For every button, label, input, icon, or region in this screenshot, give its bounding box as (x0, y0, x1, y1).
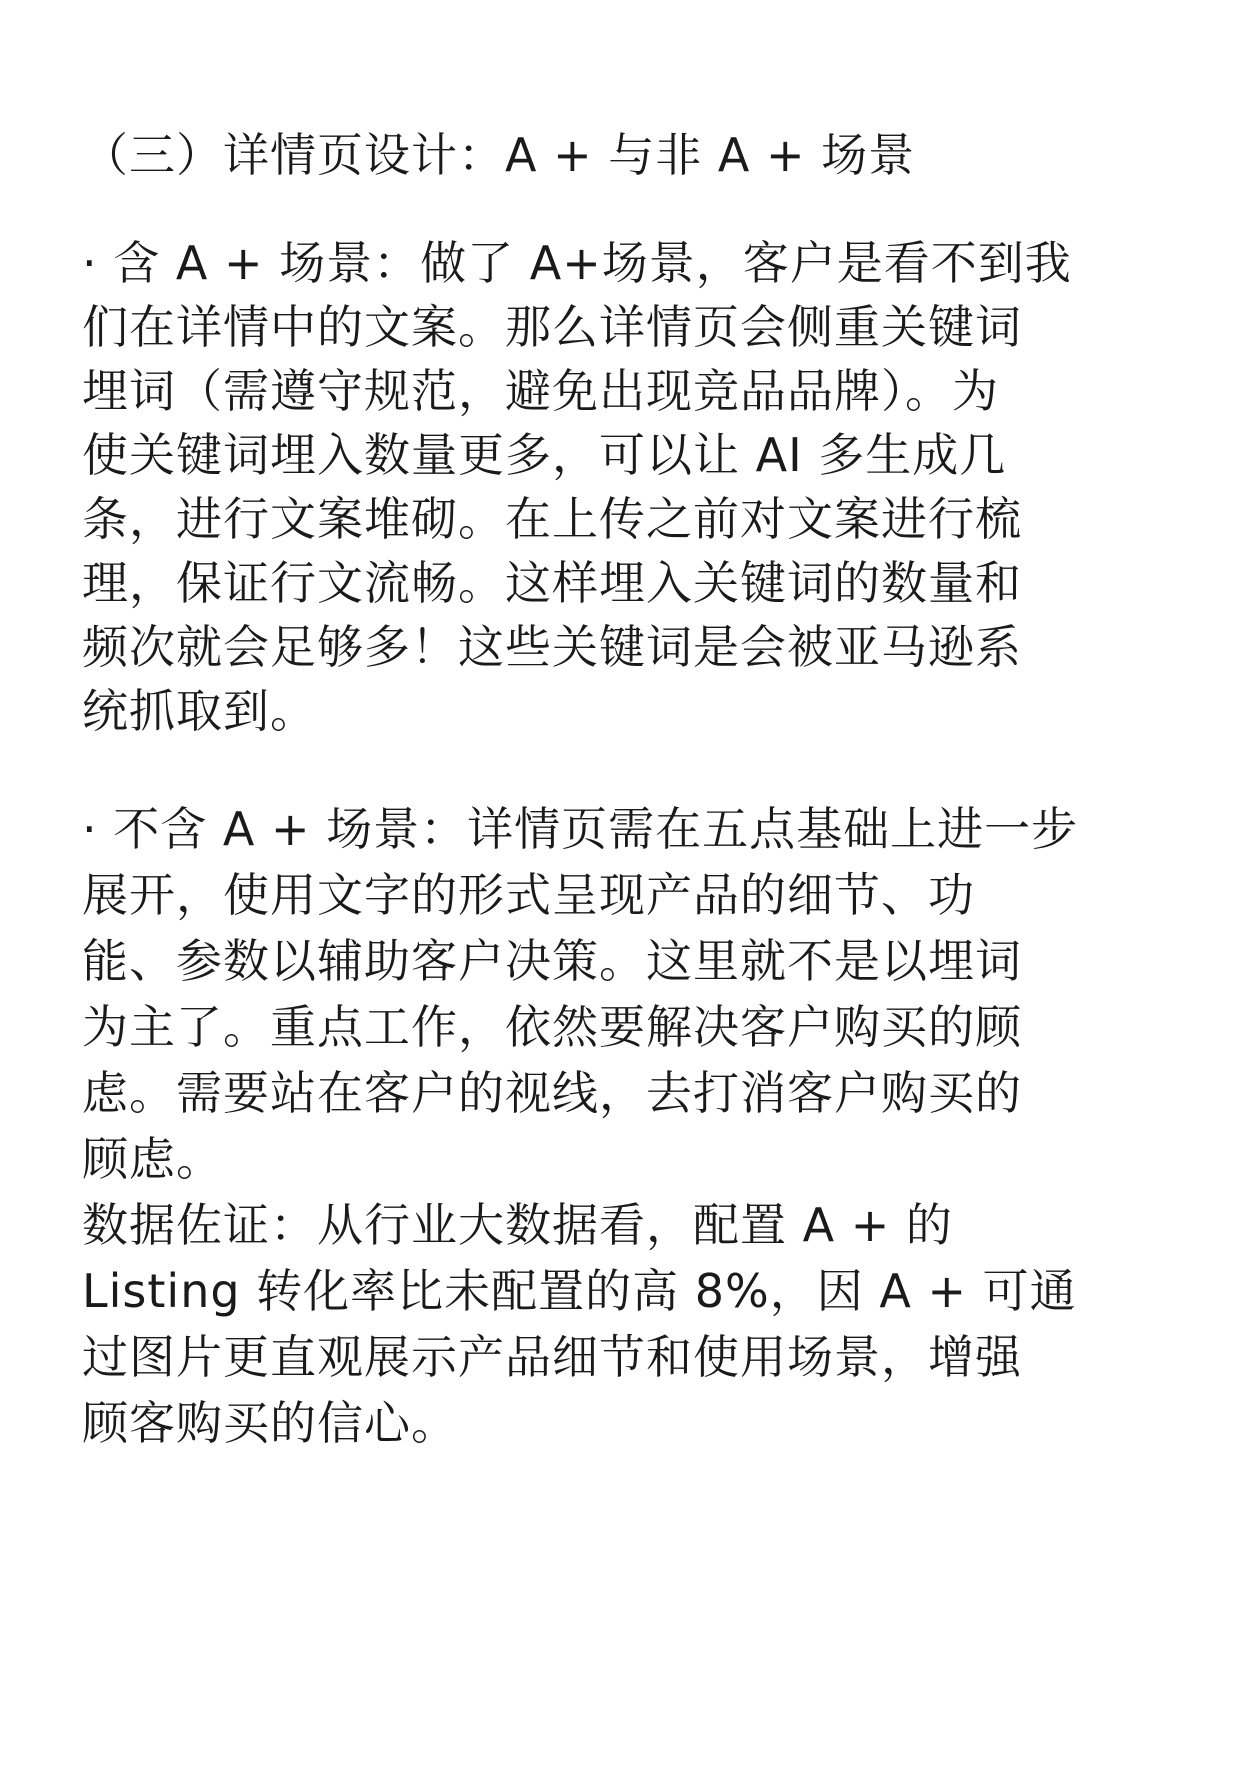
paragraph-line: 们在详情中的文案。那么详情页会侧重关键词 (82, 300, 1022, 354)
paragraph-line: 使关键词埋入数量更多，可以让 AI 多生成几 (82, 428, 1007, 482)
paragraph-line: · 不含 A + 场景：详情页需在五点基础上进一步 (82, 802, 1079, 856)
paragraph-line: 埋词（需遵守规范，避免出现竞品品牌）。为 (82, 364, 999, 418)
paragraph-line: 理，保证行文流畅。这样埋入关键词的数量和 (82, 556, 1022, 610)
paragraph-line: 为主了。重点工作，依然要解决客户购买的顾 (82, 1000, 1022, 1054)
paragraph-line: 统抓取到。 (82, 684, 317, 738)
paragraph-line: 顾虑。 (82, 1132, 223, 1186)
paragraph-line: 展开，使用文字的形式呈现产品的细节、功 (82, 868, 975, 922)
paragraph-line: 频次就会足够多！这些关键词是会被亚马逊系 (82, 620, 1022, 674)
paragraph-line: · 含 A + 场景：做了 A+场景，客户是看不到我 (82, 236, 1072, 290)
paragraph-line: 顾客购买的信心。 (82, 1396, 458, 1450)
paragraph-line: 条，进行文案堆砌。在上传之前对文案进行梳 (82, 492, 1022, 546)
paragraph-line: 虑。需要站在客户的视线，去打消客户购买的 (82, 1066, 1022, 1120)
paragraph-line: Listing 转化率比未配置的高 8%，因 A + 可通 (82, 1264, 1077, 1318)
paragraph-line: 能、参数以辅助客户决策。这里就不是以埋词 (82, 934, 1022, 988)
section-heading: （三）详情页设计：A + 与非 A + 场景 (82, 128, 916, 182)
paragraph-line: 数据佐证：从行业大数据看，配置 A + 的 (82, 1198, 953, 1252)
paragraph-line: 过图片更直观展示产品细节和使用场景，增强 (82, 1330, 1022, 1384)
